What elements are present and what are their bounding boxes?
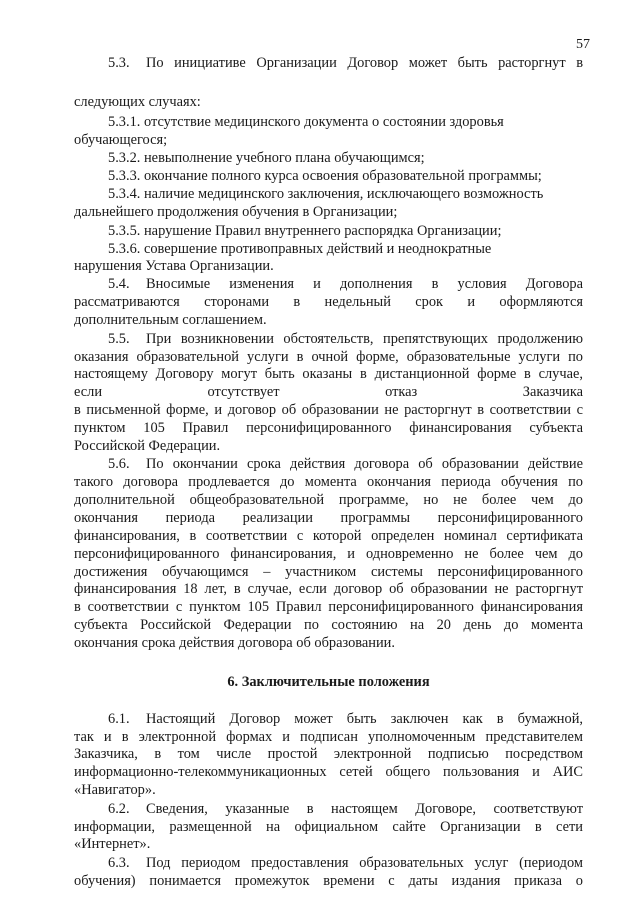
clause-5-3-5: 5.3.5. нарушение Правил внутреннего распорядка Организации; [108,222,502,239]
paragraph-5-3-line-1: 5.3. По инициативе Организации Договор может быть расторгнут в [108,55,583,71]
paragraph-5-6-line-8: финансирования 18 лет, в случае, если договор об образовании не расторгнут [74,581,583,598]
paragraph-6-3-line-1: 6.3. Под периодом предоставления образовательных услуг (периодом [108,855,583,872]
paragraph-5-6-line-11: окончания срока действия договора об образовании. [74,634,395,651]
clause-number: 5.3. [108,55,130,71]
clause-5-3-6: 5.3.6. совершение противоправных действий и неоднократные [108,240,492,257]
paragraph-6-1-line-1: 6.1. Настоящий Договор может быть заключен как в бумажной, [108,710,583,727]
paragraph-5-6-line-5: финансирования, в соответствии с которой определен номинал сертификата [74,527,583,544]
clause-number: 6.2. [108,800,130,817]
paragraph-5-6-line-9: в соответствии с пунктом 105 Правил персонифицированного финансирования [74,599,583,616]
paragraph-5-5-line-7: Российской Федерации. [74,437,221,454]
paragraph-5-5-line-5: в письменной форме, и договор об образовании не расторгнут в соответствии с [74,402,583,418]
clause-5-3-1: 5.3.1. отсутствие медицинского документа о состоянии здоровья [108,113,504,130]
paragraph-6-2-line-2: информации, размещенной на официальном сайте Организации в сети [74,818,583,835]
section-heading: 6. Заключительные положения [227,674,430,691]
clause-5-3-6-cont: нарушения Устава Организации. [74,258,274,275]
paragraph-6-3-line-2: обучения) понимается промежуток времени с даты издания приказа о [74,873,583,889]
clause-5-3-1-cont: обучающегося; [74,131,168,148]
clause-5-3-3: 5.3.3. окончание полного курса освоения образовательной программы; [108,168,542,185]
paragraph-6-2-line-1: 6.2. Сведения, указанные в настоящем Договоре, соответствуют [108,800,583,817]
paragraph-5-6-line-6: персонифицированного финансирования, и одновременно не более чем до [74,545,583,562]
clause-5-3-4-cont: дальнейшего продолжения обучения в Организации; [74,204,398,220]
paragraph-5-5-line-3: настоящему Договору могут быть оказаны в дистанционной форме в случае, [74,366,583,383]
clause-5-3-4: 5.3.4. наличие медицинского заключения, исключающего возможность [108,186,544,203]
paragraph-5-5-line-4: если отсутствует отказ Заказчика [74,384,583,401]
paragraph-5-5-line-6: пунктом 105 Правил персонифицированного финансирования субъекта [74,419,583,436]
paragraph-6-1-line-3: Заказчика, в том числе простой электронной подписью посредством [74,746,583,763]
page-number: 57 [576,37,590,52]
paragraph-6-1-line-4: информационно-телекоммуникационных сетей общего пользования и АИС [74,764,583,781]
clause-number: 5.5. [108,330,130,347]
paragraph-6-1-line-2: так и в электронной формах и подписан уполномоченным представителем [74,728,583,745]
clause-number: 6.1. [108,710,130,727]
paragraph-5-3-line-2: следующих случаях: [74,94,201,111]
paragraph-5-4-line-3: дополнительным соглашением. [74,311,267,328]
paragraph-6-1-line-5: «Навигатор». [74,782,156,798]
paragraph-5-6-line-1: 5.6. По окончании срока действия договора об образовании действие [108,456,583,473]
paragraph-5-5-line-1: 5.5. При возникновении обстоятельств, препятствующих продолжению [108,330,583,347]
paragraph-5-4-line-2: рассматриваются сторонами в недельный срок и оформляются [74,294,583,311]
paragraph-5-5-line-2: оказания образовательной услуги в очной форме, образовательные услуги по [74,348,583,365]
paragraph-5-6-line-7: достижения обучающимся – участником системы персонифицированного [74,563,583,580]
paragraph-6-2-line-3: «Интернет». [74,836,151,853]
clause-5-3-2: 5.3.2. невыполнение учебного плана обучающимся; [108,150,425,167]
paragraph-5-4-line-1: 5.4. Вносимые изменения и дополнения в условия Договора [108,276,583,293]
clause-number: 6.3. [108,855,130,872]
clause-number: 5.6. [108,456,130,473]
paragraph-5-6-line-10: субъекта Российской Федерации по состоянию на 20 день до момента [74,617,583,633]
paragraph-5-6-line-4: окончания периода реализации программы персонифицированного [74,509,583,526]
paragraph-5-6-line-2: такого договора продлевается до момента окончания периода обучения по [74,474,583,491]
clause-number: 5.4. [108,276,130,293]
paragraph-5-6-line-3: дополнительной общеобразовательной программе, но не более чем до [74,492,583,509]
